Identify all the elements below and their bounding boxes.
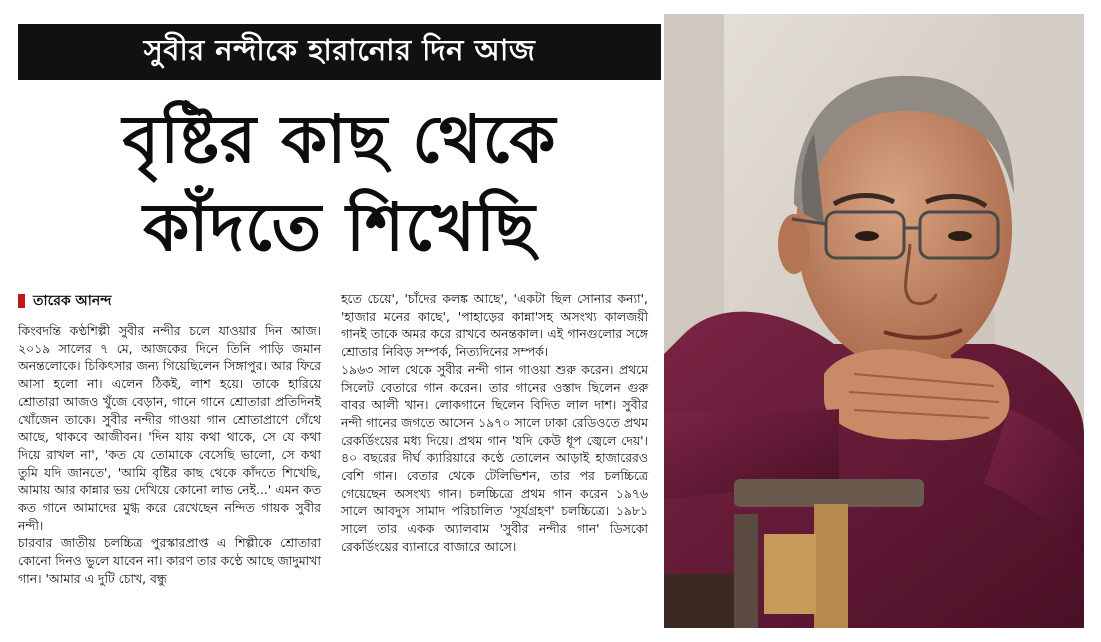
article-paragraph: কিংবদন্তি কণ্ঠশিল্পী সুবীর নন্দীর চলে যাওয়ার দিন আজ। ২০১৯ সালের ৭ মে, আজকের দিনে তিনি পাড়ি জমান অনন্তলোকে। চিকিৎসার জন্য গিয়েছিলেন সিঙ্গাপুর। আর ফিরে আসা হলো না। এলেন ঠিকই, লাশ হয়ে। তাকে হারিয়ে শ্রোতারা আজও খুঁজে বেড়ান, গানে গানে শ্রোতারা প্রতিদিনই খোঁজেন তাকে। সুবীর নন্দীর গাওয়া গান শ্রোতাপ্রাণে গেঁথে আছে, থাকবে আজীবন। 'দিন যায় কথা থাকে, সে যে কথা দিয়ে রাখল না', 'কত যে তোমাকে বেসেছি ভালো, সে কথা তুমি যদি জানতে', 'আমি বৃষ্টির কাছ থেকে কাঁদতে শিখেছি, আমায় আর কান্নার ভয় দেখিয়ে কোনো লাভ নেই...' এমন কত কত গানে আমাদের মুগ্ধ করে রেখেছেন নন্দিত গায়ক সুবীর নন্দী। — [18, 323, 321, 533]
article-paragraph: ১৯৬৩ সাল থেকে সুবীর নন্দী গান গাওয়া শুরু করেন। প্রথমে সিলেট বেতারে গান করেন। তার গানের ওস্তাদ ছিলেন গুরু বাবর আলী খান। লোকগানে ছিলেন বিদিত লাল দাশ। সুবীর নন্দী গানের জগতে আসেন ১৯৭০ সালে ঢাকা রেডিওতে প্রথম রেকর্ডিংয়ের মধ্য দিয়ে। প্রথম গান 'যদি কেউ ধূপ জ্বেলে দেয়'। ৪০ বছরের দীর্ঘ ক্যারিয়ারে কণ্ঠে তোলেন আড়াই হাজারেরও বেশি গান। বেতার থেকে টেলিভিশন, তার পর চলচ্চিত্রে গেয়েছেন অসংখ্য গান। চলচ্চিত্রে প্রথম গান করেন ১৯৭৬ সালে আবদুস সামাদ পরিচালিত 'সূর্যগ্রহণ' চলচ্চিত্রে। ১৯৮১ সালে তার একক অ্যালবাম 'সুবীর নন্দীর গান' ডিসকো রেকর্ডিংয়ের ব্যানারে বাজারে আসে। — [341, 361, 648, 554]
portrait-illustration — [664, 14, 1084, 628]
headline — [18, 96, 661, 272]
headline-line-1: বৃষ্টির কাছ থেকে — [122, 101, 557, 178]
article-column-1 — [18, 322, 321, 588]
article-paragraph: হতে চেয়ে', 'চাঁদের কলঙ্ক আছে', 'একটা ছিল সোনার কন্যা', 'হাজার মনের কাছে', 'পাহাড়ের কান্না'সহ অসংখ্য কালজয়ী গানই তাকে অমর করে রাখবে অনন্তকাল। এই গানগুলোর সঙ্গে শ্রোতার নিবিড় সম্পর্ক, নিত্যদিনের সম্পর্ক। — [341, 291, 648, 360]
headline-line-2: কাঁদতে শিখেছি — [143, 189, 536, 266]
section-banner — [18, 24, 661, 80]
byline-author: তারেক আনন্দ — [33, 293, 112, 309]
article-paragraph: চারবার জাতীয় চলচ্চিত্র পুরস্কারপ্রাপ্ত এ শিল্পীকে শ্রোতারা কোনো দিনও ভুলে যাবেন না। কারণ তার কণ্ঠে আছে জাদুমাখা গান। 'আমার এ দুটি চোখ, বন্ধু — [18, 535, 321, 586]
article-column-2 — [341, 290, 648, 556]
singer-portrait-photo — [664, 14, 1084, 628]
byline — [18, 291, 111, 311]
banner-title: সুবীর নন্দীকে হারানোর দিন আজ — [143, 32, 536, 67]
byline-marker-icon — [18, 294, 25, 308]
